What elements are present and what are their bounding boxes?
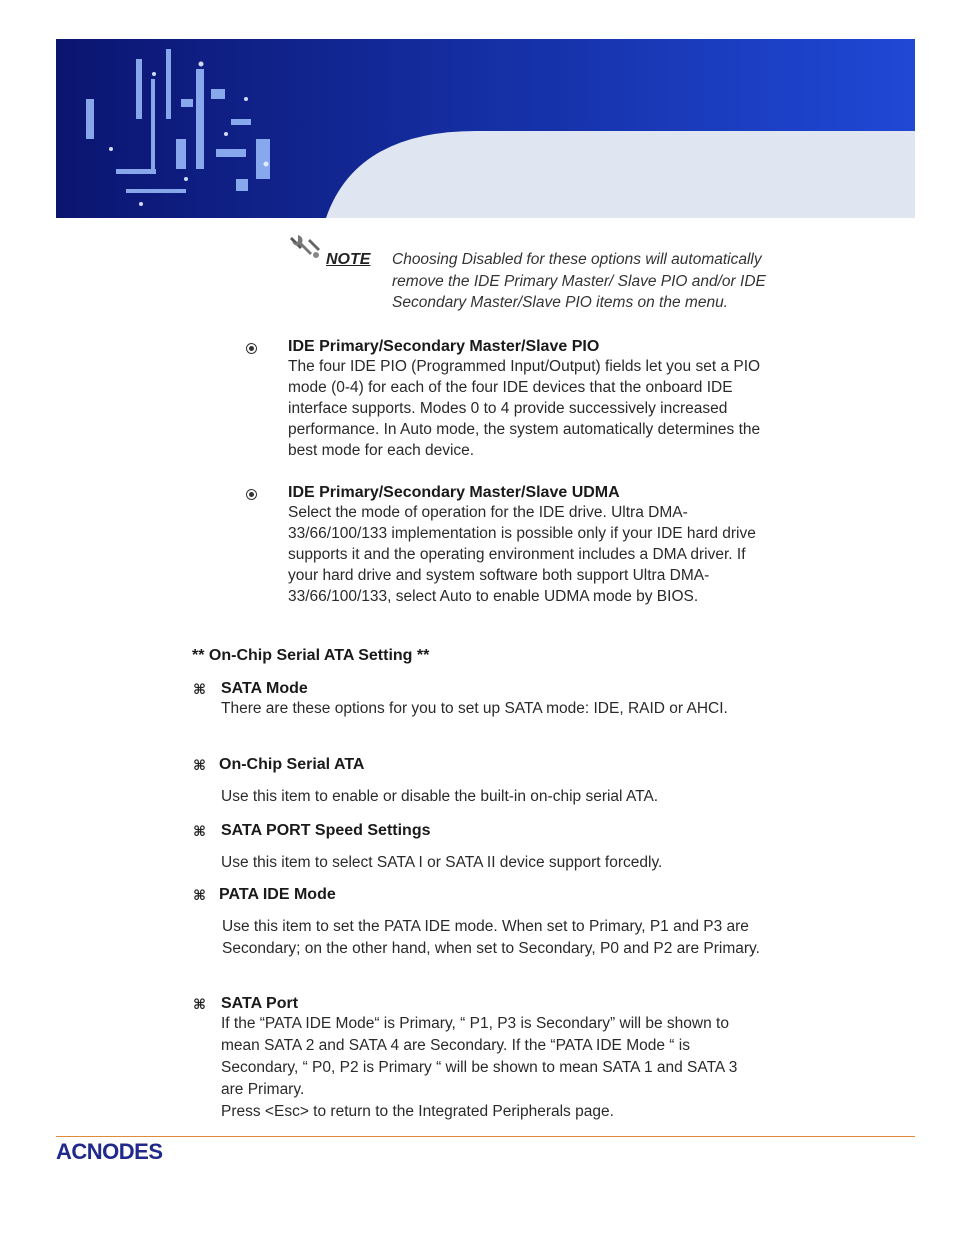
circuit-board-graphic (56, 39, 915, 218)
item-body: Use this item to select SATA I or SATA II device support forcedly. (221, 854, 663, 871)
item-body: There are these options for you to set up SATA mode: IDE, RAID or AHCI. (221, 700, 728, 717)
note-label: NOTE (326, 251, 371, 268)
note-text: Choosing Disabled for these options will automatically remove the IDE Primary Master/ Slave PIO and/or IDE Secondary Master/Slave PIO items on the menu. (392, 251, 766, 311)
item-title: PATA IDE Mode (219, 886, 336, 903)
item-title: IDE Primary/Secondary Master/Slave PIO (288, 338, 600, 355)
section-heading: ** On-Chip Serial ATA Setting ** (192, 647, 430, 664)
closing-text: Press <Esc> to return to the Integrated Peripherals page. (221, 1103, 614, 1120)
tools-icon (288, 233, 324, 261)
hash-bullet-icon: ⌘ (193, 823, 206, 839)
hash-bullet-icon: ⌘ (193, 887, 206, 903)
acnodes-logo (56, 1140, 212, 1162)
footer-divider (56, 1136, 915, 1137)
item-body: If the “PATA IDE Mode“ is Primary, “ P1, P3 is Secondary” will be shown to mean SATA 2 and SATA 4 are Secondary. If the “PATA IDE Mode “ is Secondary, “ P0, P2 is Primary “ will be shown to mean SATA 1 and SATA 3 are Primary. (221, 1015, 738, 1098)
item-title: On-Chip Serial ATA (219, 756, 365, 773)
item-title: IDE Primary/Secondary Master/Slave UDMA (288, 484, 620, 501)
item-body: Select the mode of operation for the IDE drive. Ultra DMA-33/66/100/133 implementation is possible only if your IDE hard drive supports it and the operating environment includes a DMA driver. If your hard drive and system software both support Ultra DMA-33/66/100/133, select Auto to enable UDMA mode by BIOS. (288, 504, 756, 605)
item-title: SATA PORT Speed Settings (221, 822, 431, 839)
item-body: Use this item to set the PATA IDE mode. When set to Primary, P1 and P3 are Secondary; on the other hand, when set to Secondary, P0 and P2 are Primary. (222, 918, 760, 957)
hash-bullet-icon: ⌘ (193, 757, 206, 773)
circle-bullet-icon (246, 489, 257, 500)
item-title: SATA Mode (221, 680, 308, 697)
hash-bullet-icon: ⌘ (193, 681, 206, 697)
item-title: SATA Port (221, 995, 299, 1012)
logo-text: ACNODES (56, 1140, 163, 1162)
circle-bullet-icon (246, 343, 257, 354)
hash-bullet-icon: ⌘ (193, 996, 206, 1012)
header-banner (56, 39, 915, 218)
item-body: Use this item to enable or disable the built-in on-chip serial ATA. (221, 788, 659, 805)
item-body: The four IDE PIO (Programmed Input/Output) fields let you set a PIO mode (0-4) for each of the four IDE devices that the onboard IDE interface supports. Modes 0 to 4 provide successively increased performance. In Auto mode, the system automatically determines the best mode for each device. (288, 358, 761, 459)
